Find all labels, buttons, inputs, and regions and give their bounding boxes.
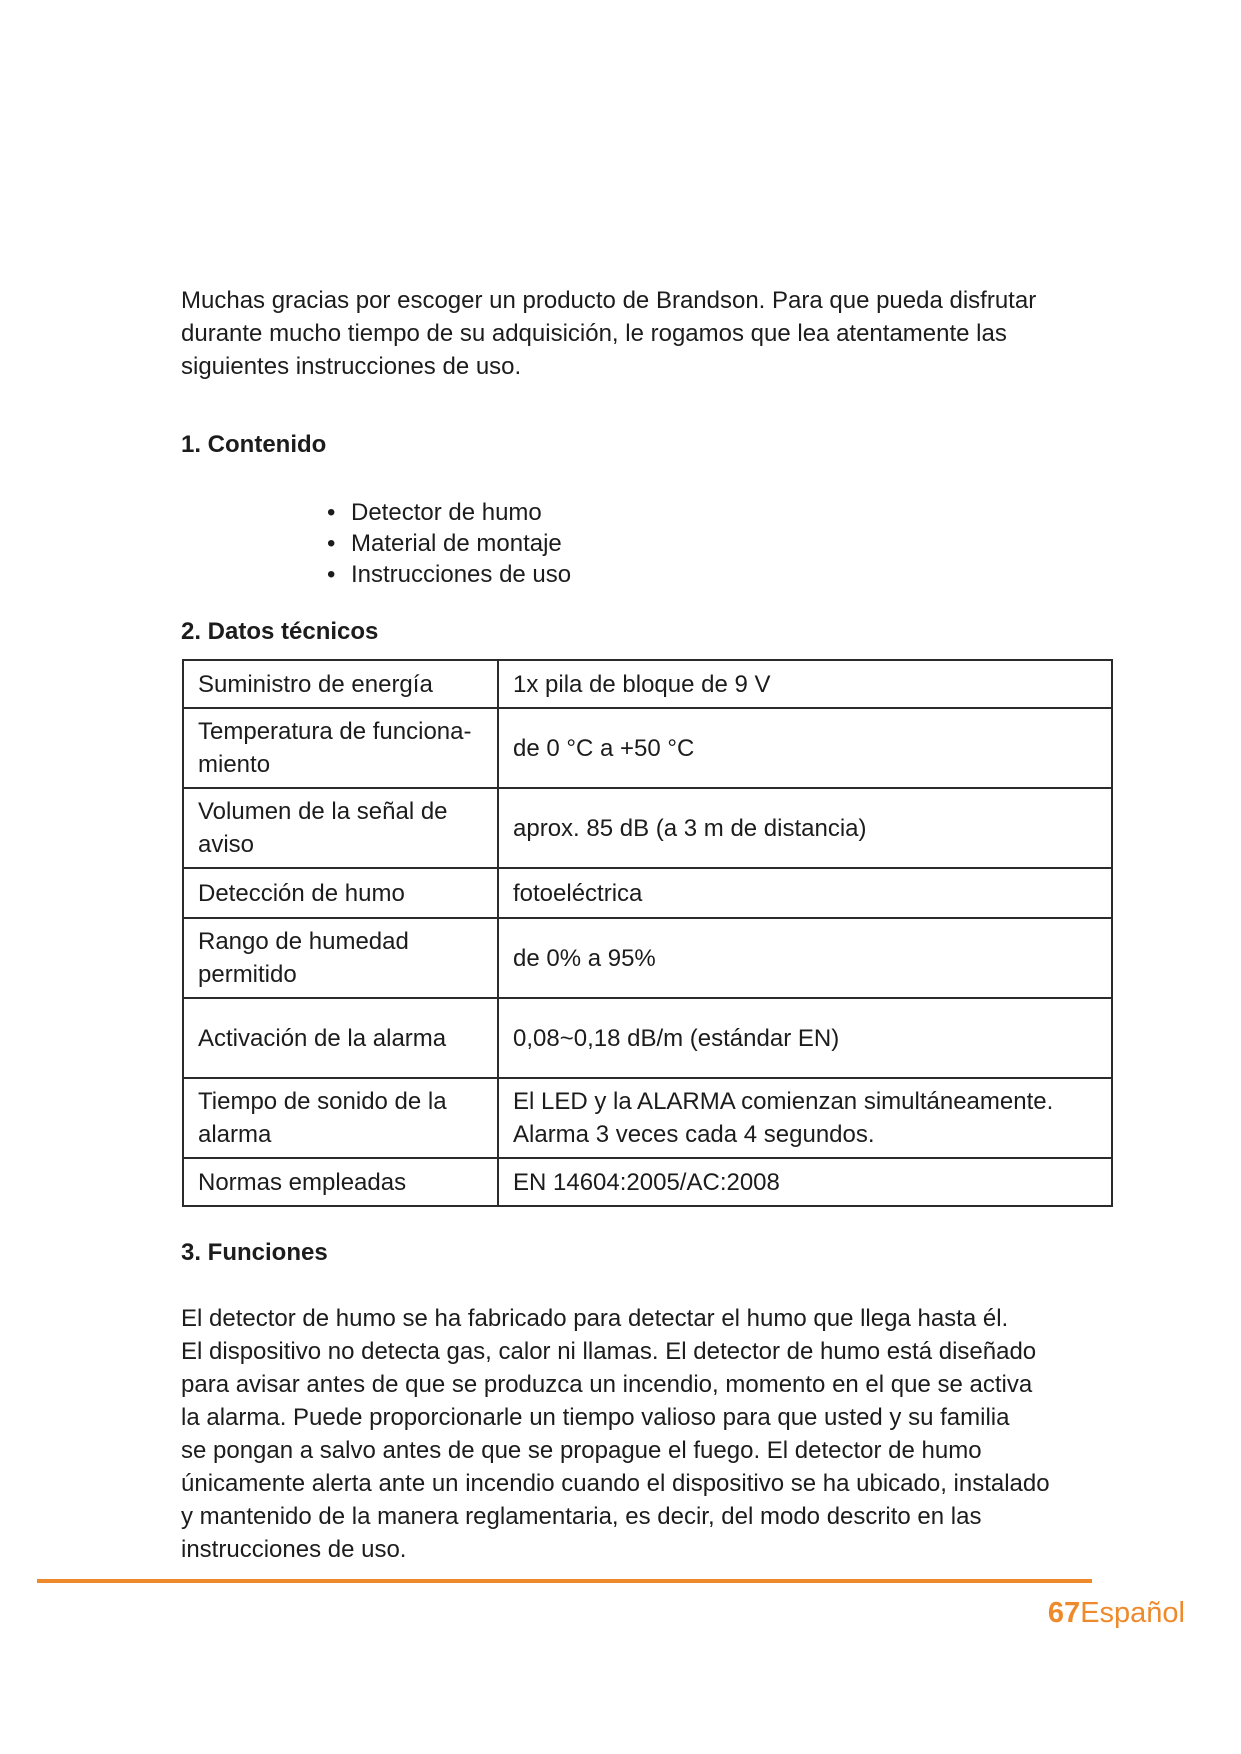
table-row xyxy=(183,660,1112,708)
table-cell-value: El LED y la ALARMA comienzan simultáneamente. Alarma 3 veces cada 4 segundos. xyxy=(498,1078,1112,1158)
table-cell-label: Rango de humedad permitido xyxy=(183,918,498,998)
paragraph-line: instrucciones de uso. xyxy=(181,1536,407,1563)
table-cell-label: Temperatura de funciona-miento xyxy=(183,708,498,788)
paragraph-line: para avisar antes de que se produzca un incendio, momento en el que se activa xyxy=(181,1371,1033,1398)
table-row xyxy=(183,1078,1112,1158)
table-cell-value: de 0 °C a +50 °C xyxy=(498,708,1112,788)
paragraph-line: y mantenido de la manera reglamentaria, es decir, del modo descrito en las xyxy=(181,1503,982,1530)
table-cell-value: EN 14604:2005/AC:2008 xyxy=(498,1158,1112,1206)
bullet-icon: • xyxy=(327,530,336,557)
list-item-text: Detector de humo xyxy=(351,499,542,526)
table-cell-label: Tiempo de sonido de la alarma xyxy=(183,1078,498,1158)
list-item-text: Instrucciones de uso xyxy=(351,561,572,588)
table-row xyxy=(183,998,1112,1078)
table-cell-label: Normas empleadas xyxy=(183,1158,498,1206)
table-row xyxy=(183,868,1112,918)
table-row xyxy=(183,1158,1112,1206)
paragraph-line: la alarma. Puede proporcionarle un tiempo valioso para que usted y su familia xyxy=(181,1404,1010,1431)
list-item xyxy=(325,528,571,559)
table-cell-value: 1x pila de bloque de 9 V xyxy=(498,660,1112,708)
intro-line: siguientes instrucciones de uso. xyxy=(181,353,522,380)
footer-language: Español xyxy=(1080,1597,1185,1629)
page-number: 67 xyxy=(1047,1597,1081,1629)
bullet-icon: • xyxy=(327,561,336,588)
list-item-text: Material de montaje xyxy=(351,530,562,557)
table-cell-value: de 0% a 95% xyxy=(498,918,1112,998)
paragraph-line: El detector de humo se ha fabricado para detectar el humo que llega hasta él. xyxy=(181,1305,1009,1332)
list-item xyxy=(325,497,571,528)
intro-paragraph xyxy=(181,284,1101,383)
bullet-icon: • xyxy=(327,499,336,526)
section-heading-contenido: 1. Contenido xyxy=(181,431,327,458)
table-cell-label: Detección de humo xyxy=(183,868,498,918)
table-cell-label: Activación de la alarma xyxy=(183,998,498,1078)
table-cell-value: aprox. 85 dB (a 3 m de distancia) xyxy=(498,788,1112,868)
table-row xyxy=(183,788,1112,868)
intro-line: durante mucho tiempo de su adquisición, le rogamos que lea atentamente las xyxy=(181,320,1007,347)
footer-divider xyxy=(37,1579,1092,1583)
table-row xyxy=(183,708,1112,788)
paragraph-line: únicamente alerta ante un incendio cuando el dispositivo se ha ubicado, instalado xyxy=(181,1470,1050,1497)
list-item xyxy=(325,559,571,590)
technical-data-table xyxy=(182,659,1113,1207)
funciones-paragraph xyxy=(181,1302,1101,1566)
table-cell-label: Volumen de la señal de aviso xyxy=(183,788,498,868)
paragraph-line: se pongan a salvo antes de que se propague el fuego. El detector de humo xyxy=(181,1437,982,1464)
table-cell-value: fotoeléctrica xyxy=(498,868,1112,918)
table-row xyxy=(183,918,1112,998)
table-cell-label: Suministro de energía xyxy=(183,660,498,708)
table-cell-value: 0,08~0,18 dB/m (estándar EN) xyxy=(498,998,1112,1078)
section-heading-datos: 2. Datos técnicos xyxy=(181,618,379,645)
contenido-list xyxy=(325,497,571,590)
paragraph-line: El dispositivo no detecta gas, calor ni llamas. El detector de humo está diseñado xyxy=(181,1338,1037,1365)
section-heading-funciones: 3. Funciones xyxy=(181,1239,328,1266)
page-footer xyxy=(1048,1595,1185,1631)
intro-line: Muchas gracias por escoger un producto de Brandson. Para que pueda disfrutar xyxy=(181,287,1037,314)
